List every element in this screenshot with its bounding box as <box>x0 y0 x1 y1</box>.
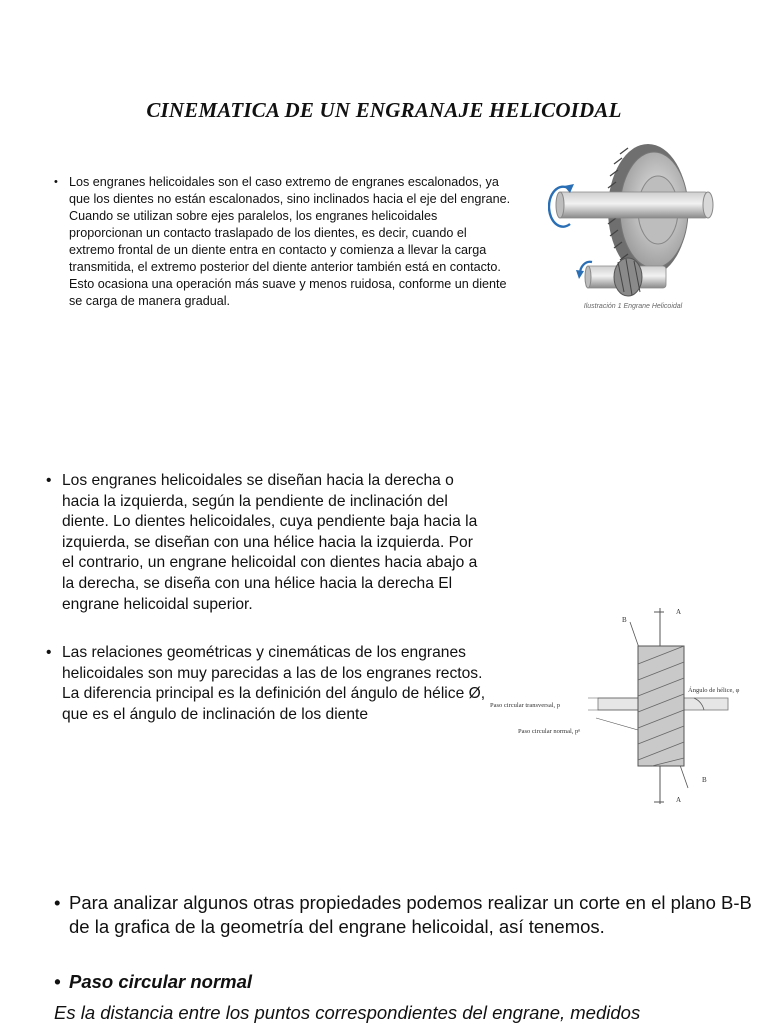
label-b-bottom: B <box>702 776 707 784</box>
bullet-marker: • <box>46 472 52 489</box>
bullet-item-4 <box>54 891 754 939</box>
bullet-text-1: Los engranes helicoidales son el caso extremo de engranes escalonados, ya que los dientes no están escalonados, sino inclinados hacia el eje del engrane. Cuando se utilizan sobre ejes paralelos, los engranes helicoidales proporcionan un contacto traslapado de los dientes, es decir, cuando el extremo frontal de un diente entra en contacto y comienza a llevar la carga transmitida, el extremo posterior del diente anterior también está en contacto. Esto ocasiona una operación más suave y menos ruidosa, conforme un diente se carga de manera gradual. <box>69 175 511 308</box>
definition-line: Es la distancia entre los puntos correspondientes del engrane, medidos <box>54 1002 641 1023</box>
page-title: CINEMATICA DE UN ENGRANAJE HELICOIDAL <box>146 98 622 122</box>
bullet-text-2: Los engranes helicoidales se diseñan hacia la derecha o hacia la izquierda, según la pendiente de inclinación del diente. Lo dientes helicoidales, cuya pendiente baja hacia la izquierda, se diseñan con una hélice hacia la izquierda. Por el contrario, un engrane helicoidal con dientes hacia abajo a la derecha, se diseña con una hélice hacia la derecha El engrane helicoidal superior. <box>62 472 478 613</box>
bullet-marker: • <box>54 176 58 188</box>
figure-caption: Ilustración 1 Engrane Helicoidal <box>583 303 683 310</box>
bullet-item-1 <box>54 174 514 310</box>
label-b-top: B <box>622 616 627 624</box>
bullet-text-3: Las relaciones geométricas y cinemáticas de los engranes helicoidales son muy parecidas a las de los engranes rectos. La diferencia principal es la definición del ángulo de hélice Ø, que es el ángulo de inclinación de los diente <box>62 644 486 723</box>
bullet-item-2 <box>46 471 486 615</box>
upper-shaft <box>556 192 713 218</box>
label-transversal-pitch: Paso circular transversal, p <box>490 702 561 709</box>
bullet-text-4: Para analizar algunos otras propiedades podemos realizar un corte en el plano B-B de la grafica de la geometría del engrane helicoidal, así tenemos. <box>69 892 752 937</box>
helical-gear-illustration <box>548 140 718 315</box>
gear-section <box>638 646 684 766</box>
label-helix-angle: Ángulo de hélice, φ <box>688 687 740 694</box>
bullet-text-5: Paso circular normal <box>69 971 253 992</box>
bullet-marker: • <box>54 892 61 913</box>
definition-text <box>54 1001 768 1025</box>
bullet-item-3 <box>46 643 486 725</box>
bullet-item-5 <box>54 970 754 994</box>
label-a-top: A <box>676 608 682 616</box>
bullet-marker: • <box>54 971 61 992</box>
bullet-marker: • <box>46 644 52 661</box>
helix-angle-diagram <box>488 606 746 806</box>
label-a-bottom: A <box>676 796 682 804</box>
label-normal-pitch: Paso circular normal, pⁿ <box>518 728 581 735</box>
